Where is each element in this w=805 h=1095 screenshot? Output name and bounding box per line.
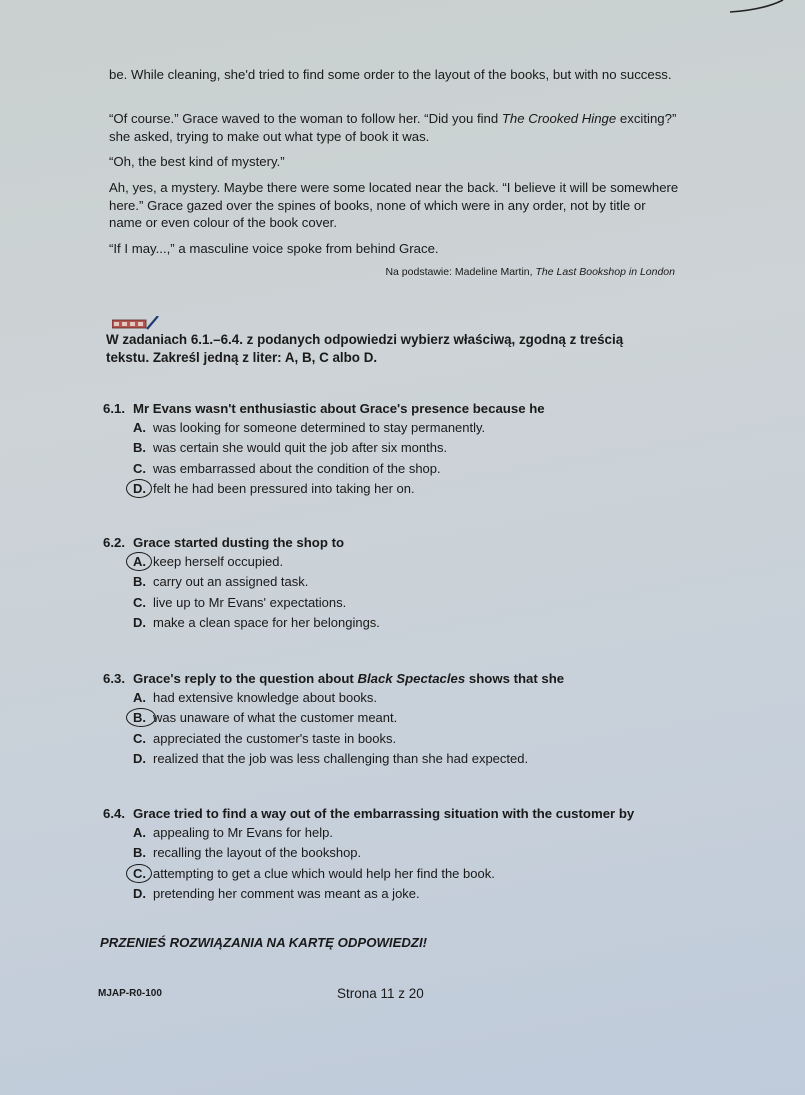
text-span: exciting?” she asked, trying to make out what type of book it was. [109,111,677,144]
circled-answer-mark [126,864,152,883]
answer-option-c[interactable] [133,864,703,884]
option-text: make a clean space for her belongings. [153,614,380,630]
question-number: 6.4. [103,806,125,821]
transfer-answers-note: PRZENIEŚ ROZWIĄZANIA NA KARTĘ ODPOWIEDZI! [100,935,427,950]
letter-text: C. [133,865,146,881]
option-text: keep herself occupied. [153,554,284,569]
option-letter [133,552,153,572]
answer-option-a[interactable] [133,688,703,708]
question-6-3 [103,670,703,769]
option-text: live up to Mr Evans' expectations. [153,594,347,610]
source-title: The Last Bookshop in London [535,266,675,278]
option-letter: D. [133,614,146,630]
answer-option-a[interactable] [133,552,703,572]
exam-code: MJAP-R0-100 [98,988,162,999]
circled-answer-mark [126,552,152,571]
option-letter: B. [133,574,146,590]
option-letter [133,708,153,728]
question-stem: Grace started dusting the shop to [133,535,345,550]
answer-option-d[interactable] [133,749,703,769]
option-text: felt he had been pressured into taking her on. [153,480,415,496]
task-points-icon [112,316,160,330]
option-text: was looking for someone determined to stay permanently. [153,420,486,435]
answer-option-d[interactable] [133,884,703,904]
question-number: 6.2. [103,535,125,550]
text-span: “Of course.” Grace waved to the woman to follow her. “Did you find [109,111,502,126]
passage-paragraph: “If I may...,” a masculine voice spoke from behind Grace. [109,241,439,256]
book-title: The Crooked Hinge [501,111,617,126]
letter-text: B. [133,710,146,726]
option-text: appreciated the customer's taste in books. [153,730,397,746]
answer-option-b[interactable] [133,843,703,863]
option-letter [133,479,153,499]
option-letter: C. [133,460,146,476]
letter-text: D. [133,480,146,496]
option-text: was embarrassed about the condition of the shop. [153,460,441,476]
answer-option-b[interactable] [133,438,703,458]
option-text: was certain she would quit the job after six months. [153,440,448,456]
option-text: had extensive knowledge about books. [153,690,378,705]
option-letter: D. [133,750,146,766]
passage-paragraph [109,110,679,145]
book-title: Black Spectacles [357,671,466,686]
answer-option-b[interactable] [133,708,703,728]
text-span: shows that she [465,671,565,686]
answer-option-c[interactable] [133,459,703,479]
answer-option-a[interactable] [133,418,703,438]
pen-stroke-mark [728,0,788,14]
answer-option-d[interactable] [133,613,703,633]
answer-option-b[interactable] [133,572,703,592]
circled-answer-mark [126,708,156,727]
question-6-1 [103,400,703,499]
option-letter: C. [133,594,146,610]
answer-option-d[interactable] [133,479,703,499]
passage-paragraph: Ah, yes, a mystery. Maybe there were some located near the back. “I believe it will be somewhere here.” Grace gazed over the spines of books, none of which were in any order, not by title or name or even colour of the book cover. [109,180,679,230]
option-letter: A. [133,420,146,435]
option-letter: D. [133,885,146,901]
source-prefix: Na podstawie: Madeline Martin, [385,266,536,278]
option-letter: A. [133,690,146,705]
question-stem: Grace tried to find a way out of the embarrassing situation with the customer by [133,806,635,821]
question-stem [133,670,564,688]
answer-option-c[interactable] [133,729,703,749]
option-letter: B. [133,845,146,861]
answer-option-c[interactable] [133,593,703,613]
option-text: appealing to Mr Evans for help. [153,825,333,840]
passage-paragraph: “Oh, the best kind of mystery.” [109,154,285,169]
option-letter: A. [133,825,146,840]
option-letter: B. [133,440,146,456]
task-instruction: W zadaniach 6.1.–6.4. z podanych odpowiedzi wybierz właściwą, zgodną z treścią tekstu. Zakreśl jedną z liter: A, B, C albo D. [106,332,624,365]
option-text: recalling the layout of the bookshop. [153,845,362,861]
option-text: was unaware of what the customer meant. [153,710,398,726]
circled-answer-mark [126,479,152,498]
option-text: carry out an assigned task. [153,574,309,590]
passage-paragraph: be. While cleaning, she'd tried to find some order to the layout of the books, but with no success. [109,67,672,82]
question-stem: Mr Evans wasn't enthusiastic about Grace's presence because he [133,401,545,416]
option-text: attempting to get a clue which would help her find the book. [153,865,495,881]
question-6-4 [103,805,703,904]
source-attribution [385,266,675,278]
answer-option-a[interactable] [133,823,703,843]
question-number: 6.3. [103,671,125,686]
option-letter: C. [133,730,146,746]
letter-text: A. [133,554,146,569]
question-number: 6.1. [103,401,125,416]
text-span: Grace's reply to the question about [133,671,358,686]
question-6-2 [103,534,703,633]
option-text: pretending her comment was meant as a joke. [153,885,420,901]
page-number: Strona 11 z 20 [337,986,424,1001]
option-letter [133,864,153,884]
option-text: realized that the job was less challenging than she had expected. [153,750,529,766]
